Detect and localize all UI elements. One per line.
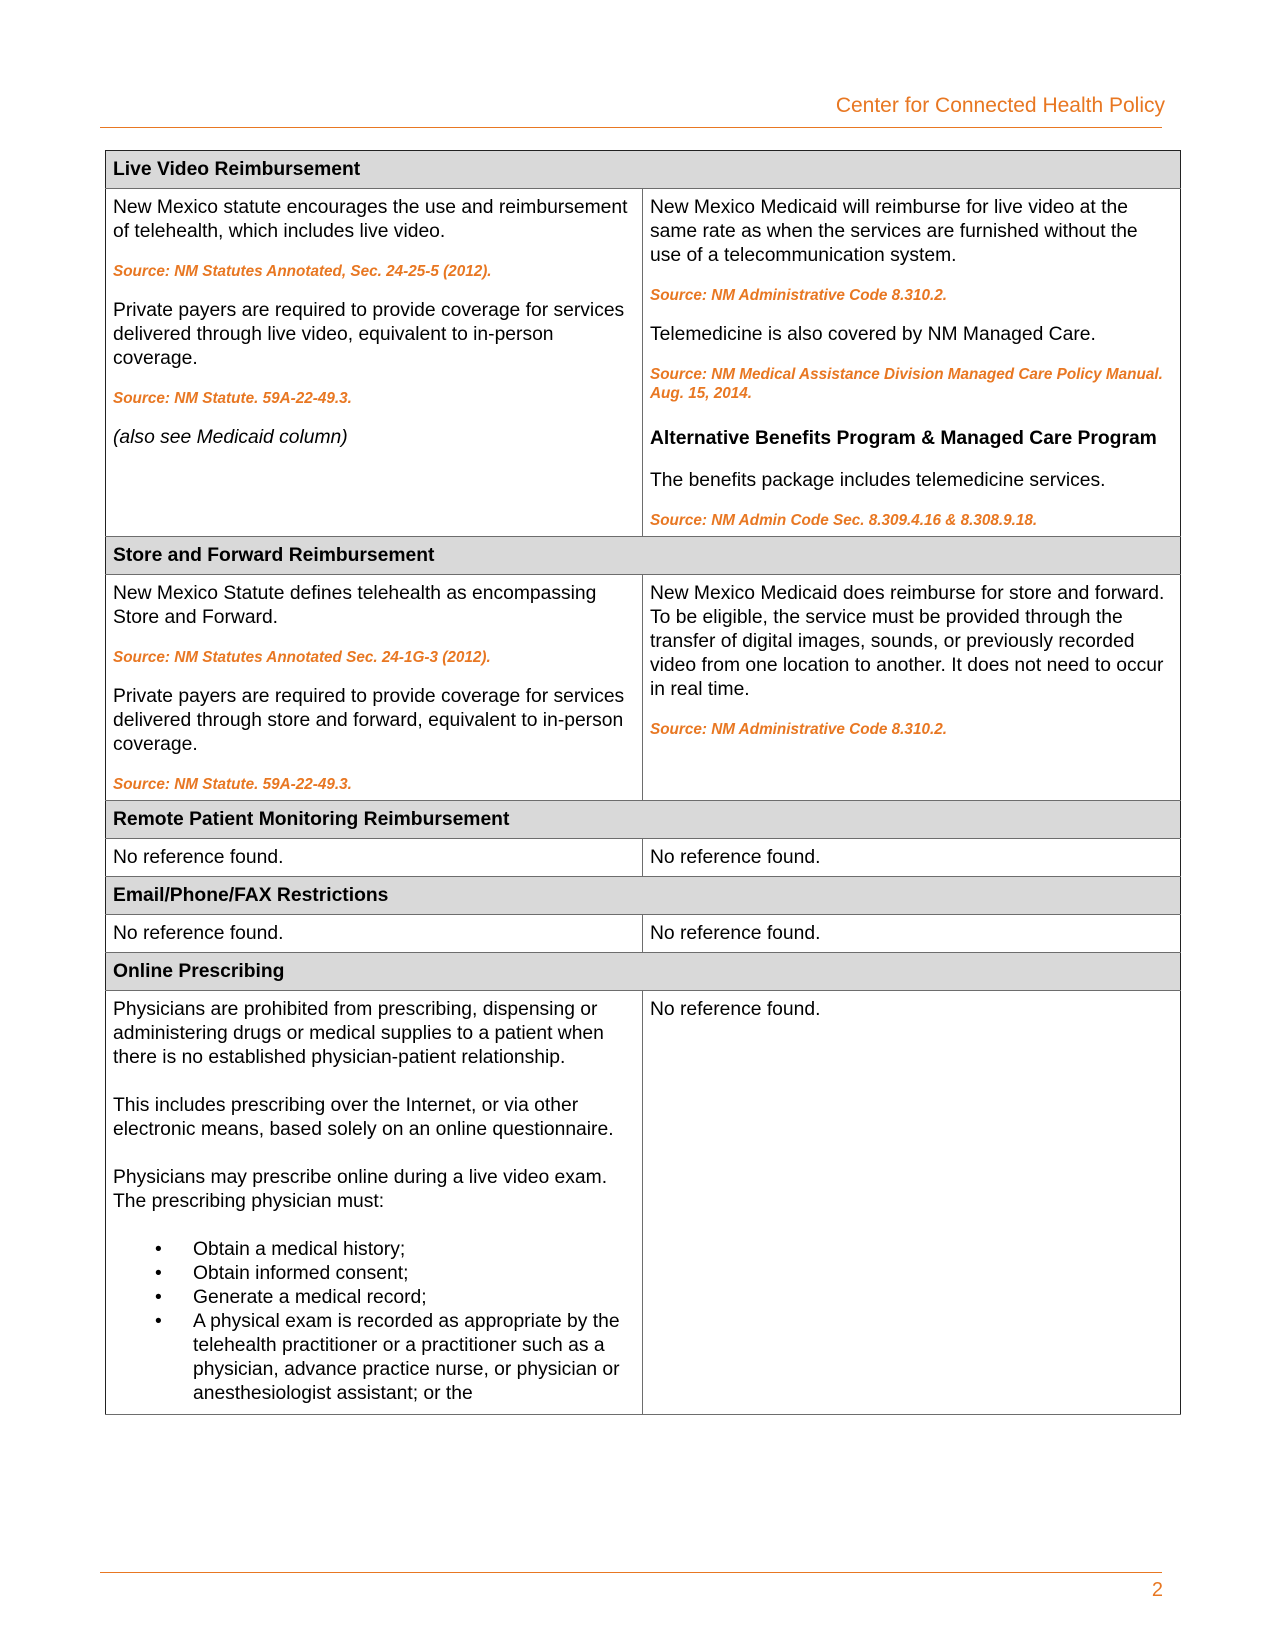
paragraph: No reference found.	[650, 847, 821, 868]
section-header-row	[106, 877, 1181, 915]
list-item: • Generate a medical record;	[193, 1286, 635, 1310]
paragraph: No reference found.	[650, 999, 821, 1020]
source-citation: Source: NM Administrative Code 8.310.2.	[650, 287, 947, 304]
source-citation: Source: NM Statutes Annotated, Sec. 24-25-5 (2012).	[113, 263, 492, 280]
private-payer-cell	[106, 839, 643, 877]
section-header-row	[106, 953, 1181, 991]
paragraph: No reference found.	[113, 847, 284, 868]
paragraph: The benefits package includes telemedicine services.	[650, 470, 1106, 491]
medicaid-cell	[643, 991, 1181, 1415]
paragraph: Physicians are prohibited from prescribing, dispensing or administering drugs or medical supplies to a patient when there is no established physician-patient relationship.	[113, 999, 604, 1068]
medicaid-cell	[643, 575, 1181, 801]
private-payer-cell	[106, 991, 643, 1415]
paragraph: No reference found.	[650, 923, 821, 944]
section-header-row	[106, 801, 1181, 839]
paragraph: Private payers are required to provide coverage for services delivered through store and forward, equivalent to in-person coverage.	[113, 686, 625, 755]
section-title-online-prescribing: Online Prescribing	[106, 953, 1181, 991]
source-citation: Source: NM Medical Assistance Division Managed Care Policy Manual. Aug. 15, 2014.	[650, 366, 1163, 402]
section-content-row	[106, 189, 1181, 537]
note: (also see Medicaid column)	[113, 427, 348, 448]
source-citation: Source: NM Admin Code Sec. 8.309.4.16 & 8.308.9.18.	[650, 512, 1038, 529]
section-content-row	[106, 991, 1181, 1415]
source-citation: Source: NM Statute. 59A-22-49.3.	[113, 390, 352, 407]
paragraph: Telemedicine is also covered by NM Managed Care.	[650, 324, 1096, 345]
private-payer-cell	[106, 575, 643, 801]
paragraph: No reference found.	[113, 923, 284, 944]
policy-table	[105, 150, 1181, 1415]
source-citation: Source: NM Administrative Code 8.310.2.	[650, 721, 947, 738]
source-citation: Source: NM Statutes Annotated Sec. 24-1G-3 (2012).	[113, 649, 491, 666]
medicaid-cell	[643, 915, 1181, 953]
subheading: Alternative Benefits Program & Managed Care Program	[650, 428, 1157, 449]
paragraph: New Mexico Statute defines telehealth as encompassing Store and Forward.	[113, 583, 597, 628]
list-item: • Obtain a medical history;	[193, 1238, 635, 1262]
section-header-row	[106, 537, 1181, 575]
paragraph: New Mexico Medicaid will reimburse for live video at the same rate as when the services are furnished without the use of a telecommunication system.	[650, 197, 1138, 266]
section-title-rpm: Remote Patient Monitoring Reimbursement	[106, 801, 1181, 839]
private-payer-cell	[106, 189, 643, 537]
private-payer-cell	[106, 915, 643, 953]
list-item: • Obtain informed consent;	[193, 1262, 635, 1286]
paragraph: Physicians may prescribe online during a live video exam. The prescribing physician must:	[113, 1167, 608, 1212]
header-divider	[100, 127, 1162, 128]
paragraph: This includes prescribing over the Internet, or via other electronic means, based solely on an online questionnaire.	[113, 1095, 614, 1140]
footer-divider	[100, 1572, 1162, 1573]
medicaid-cell	[643, 189, 1181, 537]
requirements-list	[113, 1238, 635, 1406]
section-title-store-forward: Store and Forward Reimbursement	[106, 537, 1181, 575]
section-title-email-phone-fax: Email/Phone/FAX Restrictions	[106, 877, 1181, 915]
section-content-row	[106, 575, 1181, 801]
page-number: 2	[1151, 1579, 1163, 1601]
section-header-row	[106, 151, 1181, 189]
medicaid-cell	[643, 839, 1181, 877]
document-header-title: Center for Connected Health Policy	[835, 94, 1165, 117]
paragraph: Private payers are required to provide coverage for services delivered through live video, equivalent to in-person coverage.	[113, 300, 625, 369]
source-citation: Source: NM Statute. 59A-22-49.3.	[113, 776, 352, 793]
paragraph: New Mexico statute encourages the use and reimbursement of telehealth, which includes live video.	[113, 197, 628, 242]
section-content-row	[106, 839, 1181, 877]
section-title-live-video: Live Video Reimbursement	[106, 151, 1181, 189]
list-item: • A physical exam is recorded as appropriate by the telehealth practitioner or a practitioner such as a physician, advance practice nurse, or physician or anesthesiologist assistant; or the	[193, 1310, 635, 1406]
paragraph: New Mexico Medicaid does reimburse for store and forward. To be eligible, the service must be provided through the transfer of digital images, sounds, or previously recorded video from one location to another. It does not need to occur in real time.	[650, 583, 1165, 700]
section-content-row	[106, 915, 1181, 953]
